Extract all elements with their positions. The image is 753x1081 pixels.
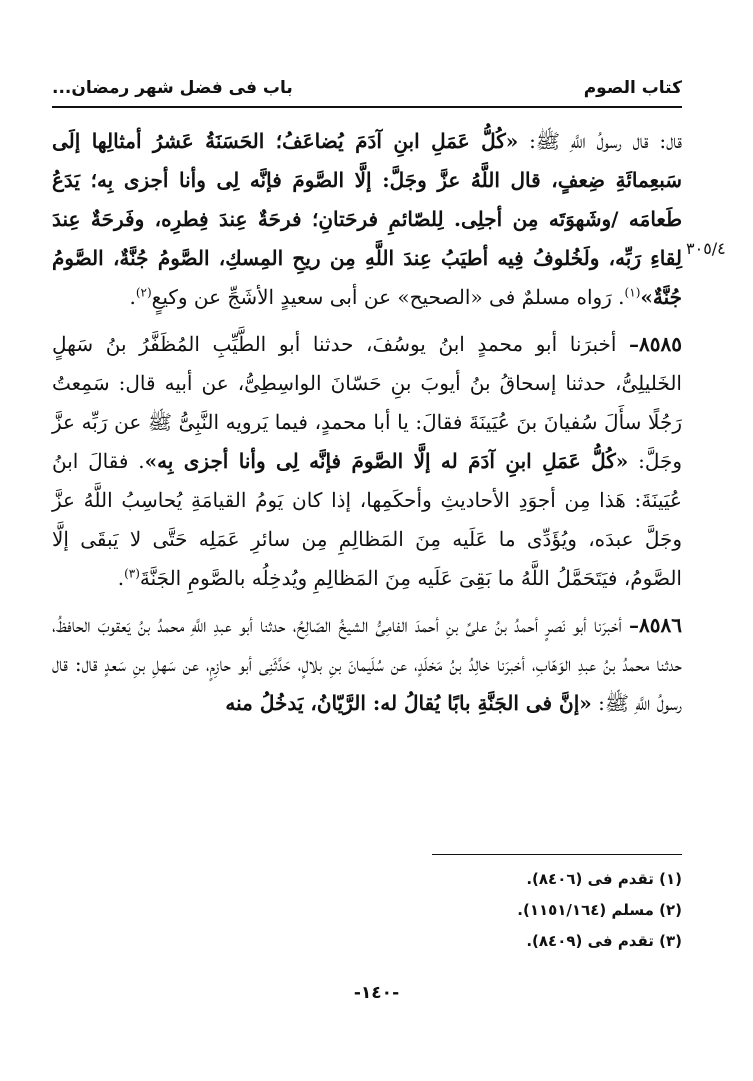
paragraph-1	[52, 122, 682, 317]
paragraph-text: أخبرَنا أبو محمدٍ ابنُ يوسُفَ، حدثنا أبو الطَّيِّبِ المُظَفَّرُ بنُ سَهلٍ الخَليلِىُّ، حدثنا إسحاقُ بنُ أيوبَ بنِ حَسّانَ الواسِطِىُّ، عن أبيه قال: سَمِعتُ رَجُلًا سأَلَ سُفيانَ بنَ عُيَينَةَ فقالَ: يا أبا محمدٍ، فيما يَرويه النَّبِىُّ ﷺ عن رَبِّه عزَّ وجَلَّ:	[52, 332, 682, 473]
hadith-quote: «كُلُّ عَمَلِ ابنِ آدَمَ يُضاعَفُ؛ الحَسَنَةُ عَشرُ أمثالِها إلَى سَبعِمائَةِ ضِعفٍ، قال اللَّهُ عزَّ وجَلَّ: إلَّا الصَّومَ فإنَّه لِى وأنا أجزى بِه؛ يَدَعُ طَعامَه /وشَهوَتَه مِن أجلِى. لِلصّائمِ فرحَتانِ؛ فرحَةٌ عِندَ فِطرِه، وفَرحَةٌ عِندَ لِقاءِ رَبِّه، ولَخُلوفُ فِيه أطيَبُ عِندَ اللَّهِ مِن ريحِ المِسكِ، الصَّومُ جُنَّةٌ، الصَّومُ جُنَّةٌ»	[52, 129, 682, 309]
paragraph-intro: قال: قال رسولُ اللَّهِ ﷺ:	[518, 129, 682, 153]
hadith-quote: «إنَّ فى الجَنَّةِ بابًا يُقالُ له: الرَّيّانُ، يَدخُلُ منه	[225, 691, 592, 715]
page-number: -١٤٠-	[353, 983, 400, 1003]
footnotes	[52, 864, 682, 957]
main-text	[52, 122, 682, 723]
footnote-1: (١) تقدم فى (٨٤٠٦).	[526, 870, 682, 888]
paragraph-text: أخبرَنا أبو نَصرٍ أحمدُ بنُ علىِّ بنِ أحمدَ الفامِىُّ الشيخُ الصّالِحُ، حدثنا أبو عبدِ اللَّهِ محمدُ بنُ يَعقوبَ الحافظُ، حدثنا محمدُ بنُ عبدِ الوَهّابِ، أخبرَنا خالِدُ بنُ مَخلَدٍ، عن سُلَيمانَ بنِ بلالٍ، حَدَّثَنِى أبو حازِمٍ، عن سَهلِ بنِ سَعدٍ قال: قال رسولُ اللَّهِ ﷺ:	[52, 613, 682, 715]
chapter-title: باب فى فضل شهر رمضان...	[52, 78, 293, 98]
footnote-marker: (٣)	[124, 566, 140, 581]
book-title: كتاب الصوم	[583, 78, 682, 98]
paragraph-2	[52, 325, 682, 598]
hadith-number: ٨٥٨٦–	[629, 613, 682, 637]
paragraph-end: .	[117, 566, 125, 590]
paragraph-3	[52, 606, 682, 723]
paragraph-end: .	[129, 285, 136, 309]
footnote-marker: (٢)	[135, 285, 152, 300]
footnote-2: (٢) مسلم (١١٥١/١٦٤).	[517, 901, 682, 919]
footnote-3: (٣) تقدم فى (٨٤٠٩).	[526, 932, 682, 950]
hadith-quote: «كُلُّ عَمَلِ ابنِ آدَمَ له إلَّا الصَّومَ فإنَّه لِى وأنا أجزى بِه»	[144, 449, 629, 473]
footnote-marker: (١)	[624, 285, 641, 300]
footnote-rule	[432, 854, 682, 855]
paragraph-outro: . رَواه مسلمٌ فى «الصحيح» عن أبى سعيدٍ الأشَجِّ عن وكيعٍ	[151, 285, 625, 309]
hadith-number: ٨٥٨٥–	[629, 332, 682, 356]
margin-reference: ٣٠٥/٤	[686, 239, 726, 258]
running-header	[52, 72, 682, 106]
header-rule	[52, 106, 682, 108]
paragraph-text: . فقالَ ابنُ عُيَينَةَ: هَذا مِن أجوَدِ الأحاديثِ وأحكَمِها، إذا كان يَومُ القيامَةِ يُحاسِبُ اللَّهُ عزَّ وجَلَّ عبدَه، ويُؤَدِّى ما عَلَيه مِنَ المَظالِمِ مِن سائرِ عَمَلِه حَتَّى لا يَبقَى إلَّا الصَّومُ، فيَتَحَمَّلُ اللَّهُ ما بَقِىَ عَلَيه مِنَ المَظالِمِ ويُدخِلُه بالصَّومِ الجَنَّةَ	[52, 449, 683, 590]
